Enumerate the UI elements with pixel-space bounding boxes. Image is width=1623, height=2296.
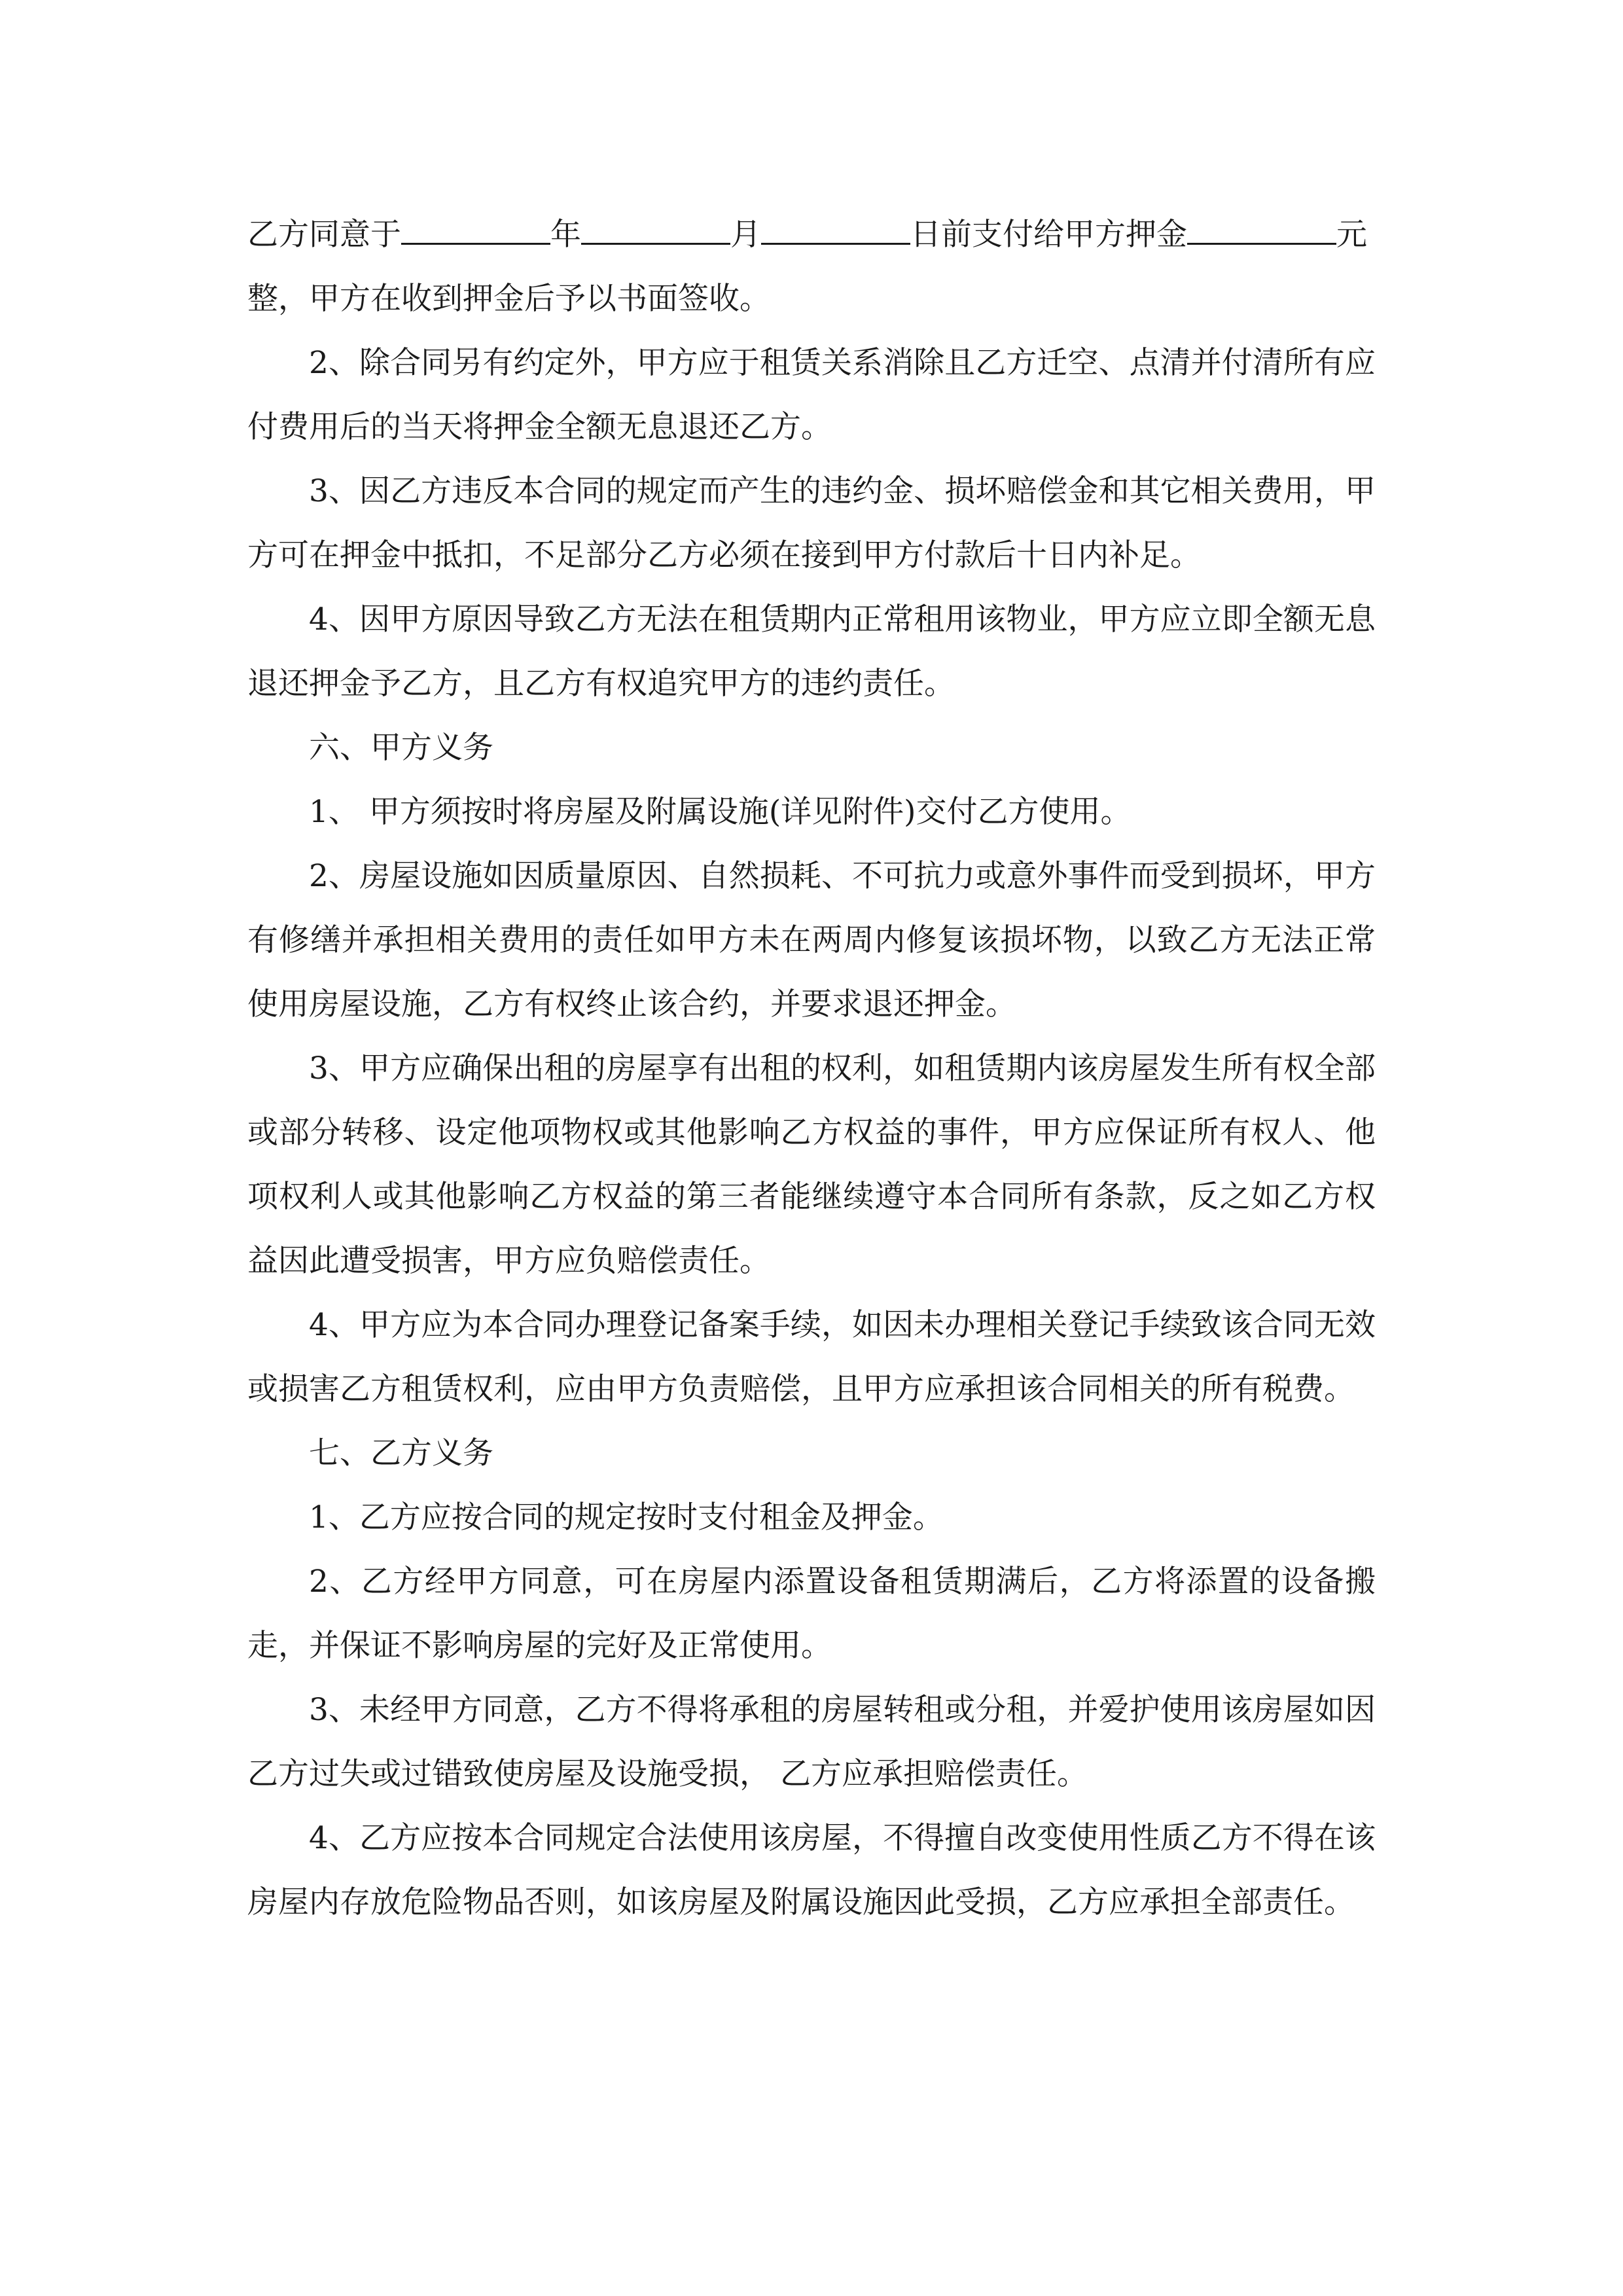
paragraph: 2、除合同另有约定外，甲方应于租赁关系消除且乙方迁空、点清并付清所有应付费用后的当天将押金全额无息退还乙方。 bbox=[247, 345, 1376, 445]
paragraph: 1、 甲方须按时将房屋及附属设施(详见附件)交付乙方使用。 bbox=[309, 794, 1132, 830]
deposit-text-4: 日前支付给甲方押金 bbox=[910, 217, 1187, 253]
paragraph: 2、乙方经甲方同意，可在房屋内添置设备租赁期满后，乙方将添置的设备搬走，并保证不影响房屋的完好及正常使用。 bbox=[247, 1564, 1376, 1664]
deposit-text-5: 元 bbox=[1336, 217, 1367, 253]
paragraph: 2、房屋设施如因质量原因、自然损耗、不可抗力或意外事件而受到损坏，甲方有修缮并承担相关费用的责任如甲方未在两周内修复该损坏物，以致乙方无法正常使用房屋设施，乙方有权终止该合约，并要求退还押金。 bbox=[247, 858, 1376, 1022]
deposit-clause bbox=[247, 203, 1376, 331]
deposit-text-2: 年 bbox=[550, 217, 581, 253]
paragraph: 4、甲方应为本合同办理登记备案手续，如因未办理相关登记手续致该合同无效或损害乙方租赁权利，应由甲方负责赔偿，且甲方应承担该合同相关的所有税费。 bbox=[247, 1307, 1376, 1407]
paragraph: 4、乙方应按本合同规定合法使用该房屋，不得擅自改变使用性质乙方不得在该房屋内存放危险物品否则，如该房屋及附属设施因此受损，乙方应承担全部责任。 bbox=[247, 1820, 1376, 1920]
paragraph: 1、乙方应按合同的规定按时支付租金及押金。 bbox=[309, 1499, 944, 1535]
blank-day bbox=[761, 217, 910, 245]
section-heading: 七、乙方义务 bbox=[309, 1435, 493, 1471]
paragraph: 4、因甲方原因导致乙方无法在租赁期内正常租用该物业，甲方应立即全额无息退还押金予乙方，且乙方有权追究甲方的违约责任。 bbox=[247, 601, 1376, 702]
section-heading: 六、甲方义务 bbox=[309, 730, 493, 766]
deposit-text-3: 月 bbox=[730, 217, 761, 253]
blank-amount bbox=[1187, 217, 1336, 245]
blank-year bbox=[401, 217, 550, 245]
deposit-text-6: 整，甲方在收到押金后予以书面签收。 bbox=[247, 281, 770, 317]
paragraph: 3、甲方应确保出租的房屋享有出租的权利，如租赁期内该房屋发生所有权全部或部分转移、设定他项物权或其他影响乙方权益的事件，甲方应保证所有权人、他项权利人或其他影响乙方权益的第三者能继续遵守本合同所有条款，反之如乙方权益因此遭受损害，甲方应负赔偿责任。 bbox=[247, 1050, 1376, 1279]
deposit-text-1: 乙方同意于 bbox=[247, 217, 401, 253]
paragraph: 3、未经甲方同意，乙方不得将承租的房屋转租或分租，并爱护使用该房屋如因乙方过失或过错致使房屋及设施受损， 乙方应承担赔偿责任。 bbox=[247, 1692, 1376, 1792]
paragraph: 3、因乙方违反本合同的规定而产生的违约金、损坏赔偿金和其它相关费用，甲方可在押金中抵扣，不足部分乙方必须在接到甲方付款后十日内补足。 bbox=[247, 473, 1376, 573]
blank-month bbox=[581, 217, 730, 245]
document-body bbox=[247, 203, 1376, 1935]
